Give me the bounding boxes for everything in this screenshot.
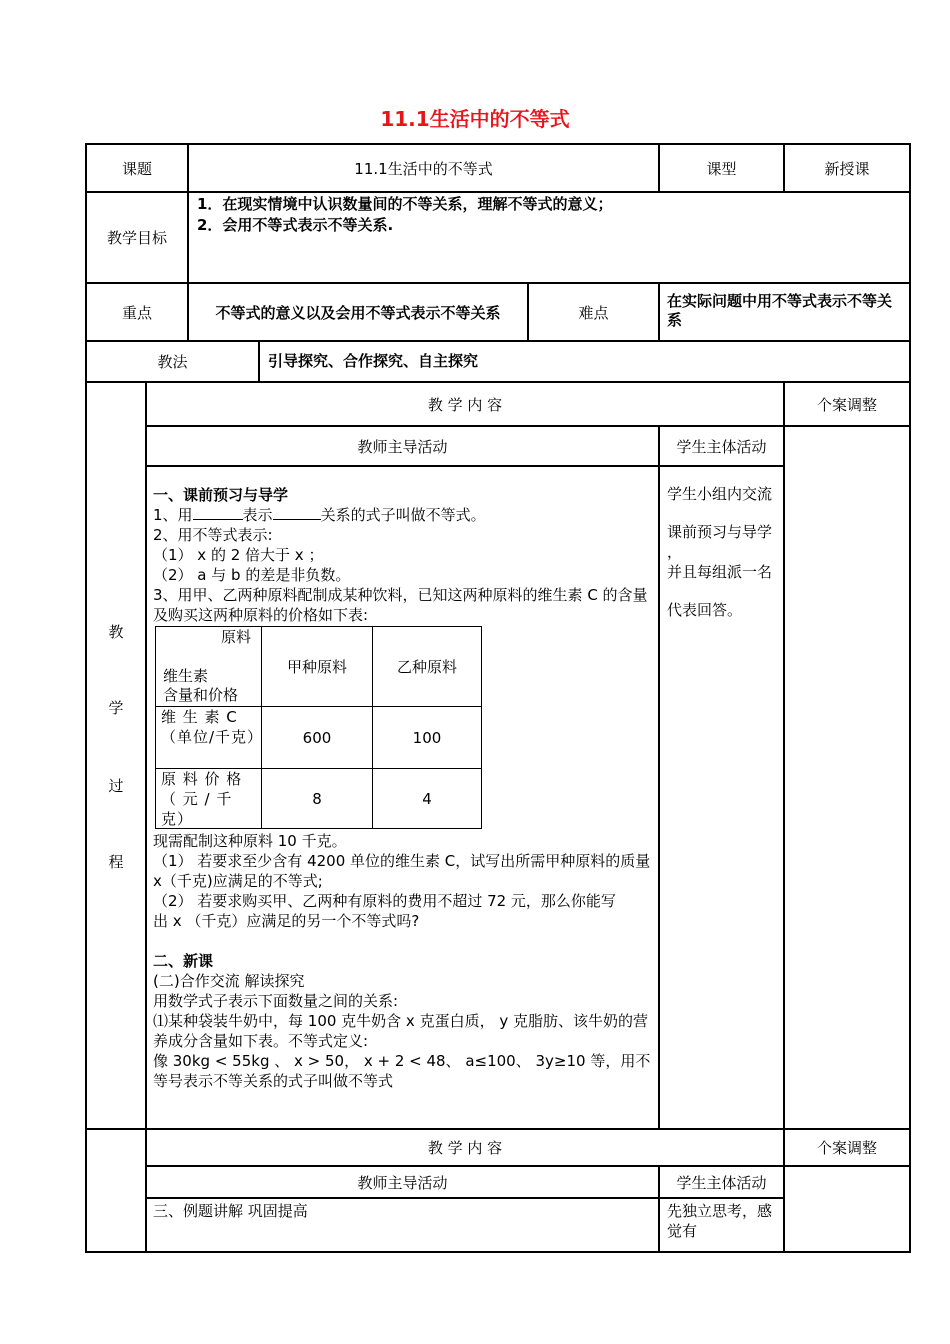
process-char: 学 [108,699,124,717]
question-1 [153,505,653,525]
row2-label: 原 料 价 格 （ 元 / 千 克） [161,770,243,828]
paragraph: 现需配制这种原料 10 千克。 [153,832,347,850]
row1-label: 维 生 素 C （单位/千克） [161,708,264,746]
goals-list [197,194,897,236]
row2-value-1: 8 [312,789,322,808]
paragraph: 用数学式子表示下面数量之间的关系: [153,992,399,1010]
label-goals: 教学目标 [106,229,167,247]
topic-value: 11.1生活中的不等式 [354,159,493,178]
header-adjust: 个案调整 [816,395,877,414]
q1-part-a: 1、用 [153,506,193,524]
process-char: 程 [108,853,124,871]
label-method: 教法 [157,353,188,371]
corner-mid: 维生素 [163,667,209,685]
difficult-text: 在实际问题中用不等式表示不等关系 [667,292,893,329]
method-text: 引导探究、合作探究、自主探究 [268,352,479,370]
row2-value-2: 4 [422,789,432,808]
paragraph: (二)合作交流 解读探究 [153,972,305,990]
student-line: 并且每组派一名 [667,563,773,581]
paragraph: ⑴某种袋装牛奶中，每 100 克牛奶含 x 克蛋白质， y 克脂肪、该牛奶的营养成分含量如下表。不等式定义: [153,1012,648,1050]
header-content: 教 学 内 容 [427,395,503,414]
header-content-2: 教 学 内 容 [427,1139,503,1157]
key-text: 不等式的意义以及会用不等式表示不等关系 [215,303,501,322]
section-heading-1: 一、课前预习与导学 [153,486,289,504]
q1-part-b: 表示 [242,506,273,524]
process-char: 教 [108,623,124,641]
fill-blank [273,505,321,520]
header-adjust-2: 个案调整 [816,1139,877,1157]
document-title: 11.1生活中的不等式 [380,107,570,131]
student-line: 学生小组内交流 [667,485,773,503]
header-student-2: 学生主体活动 [676,1173,767,1192]
col-header-2: 乙种原料 [396,657,457,676]
goal-item: 1．在现实情境中认识数量间的不等关系，理解不等式的意义； [197,195,613,213]
fill-blank [193,505,243,520]
question-3: 3、用甲、乙两种原料配制成某种饮料，已知这两种原料的维生素 C 的含量及购买这两种原料的价格如下表: [153,586,648,624]
label-key: 重点 [121,303,152,322]
material-table [155,626,482,829]
row1-value-1: 600 [302,728,332,747]
bottom-student-text: 先独立思考，感觉有 [667,1202,773,1240]
row1-value-2: 100 [412,728,442,747]
process-label [87,383,145,1128]
student-activity [667,484,779,620]
question-2-1: （1） x 的 2 倍大于 x ； [153,546,324,564]
student-line: 课前预习与导学 [667,523,773,541]
teacher-activity [153,485,653,625]
bottom-teacher-text: 三、例题讲解 巩固提高 [153,1202,308,1220]
question-2: 2、用不等式表示: [153,526,273,544]
teacher-activity-cont [153,831,653,1091]
type-value: 新授课 [824,159,870,178]
header-teacher: 教师主导活动 [357,437,448,456]
paragraph: 出 x （千克）应满足的另一个不等式吗? [153,912,420,930]
corner-top: 原料 [221,628,252,646]
label-topic: 课题 [121,159,152,178]
paragraph: 像 30kg < 55kg 、 x > 50， x + 2 < 48、 a≤100、 3y≥10 等，用不等号表示不等关系的式子叫做不等式 [153,1052,651,1090]
label-type: 课型 [706,159,737,178]
paragraph: （2） 若要求购买甲、乙两种有原料的费用不超过 72 元，那么你能写 [153,892,616,910]
goal-item: 2．会用不等式表示不等关系. [197,216,394,234]
header-student: 学生主体活动 [676,437,767,456]
paragraph: （1） 若要求至少含有 4200 单位的维生素 C，试写出所需甲种原料的质量 x（千克)应满足的不等式; [153,852,651,890]
student-line: 代表回答。 [667,601,743,619]
label-difficult: 难点 [578,303,609,322]
header-teacher-2: 教师主导活动 [357,1173,448,1192]
process-char: 过 [108,777,124,795]
col-header-1: 甲种原料 [286,657,347,676]
student-line: ， [667,543,683,561]
question-2-2: （2） a 与 b 的差是非负数。 [153,566,351,584]
q1-part-c: 关系的式子叫做不等式。 [320,506,486,524]
section-heading-2: 二、新课 [153,952,214,970]
corner-bot: 含量和价格 [163,686,239,704]
